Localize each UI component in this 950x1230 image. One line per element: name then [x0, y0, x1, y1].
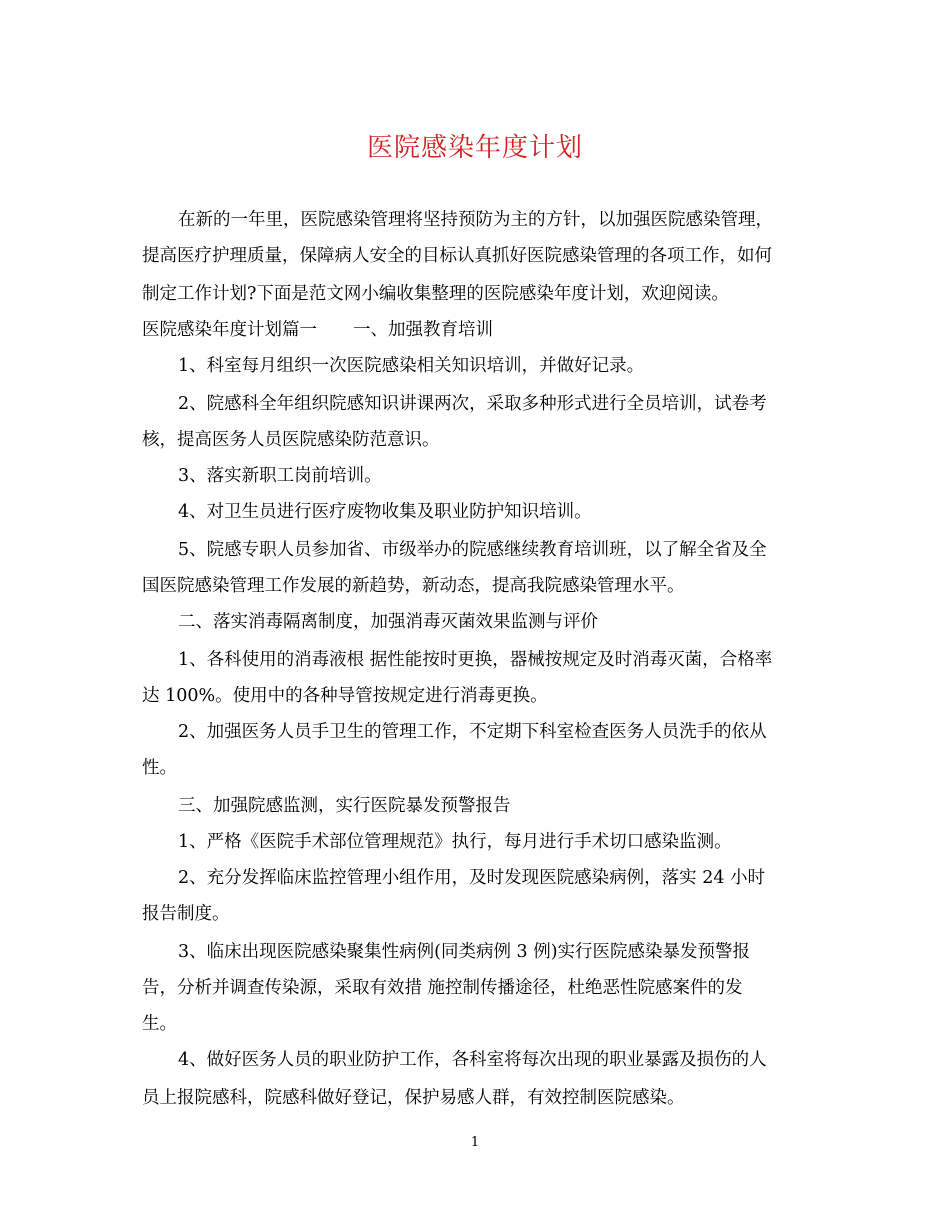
intro-line: 提高医疗护理质量，保障病人安全的目标认真抓好医院感染管理的各项工作，如何 [142, 246, 772, 266]
list-item: 4、对卫生员进行医疗废物收集及职业防护知识培训。 [178, 502, 592, 522]
list-item: 性。 [142, 758, 177, 778]
list-item: 达 100%。使用中的各种导管按规定进行消毒更换。 [142, 686, 548, 706]
list-item: 员上报院感科，院感科做好登记，保护易感人群，有效控制医院感染。 [142, 1088, 685, 1108]
list-item: 告，分析并调查传染源，采取有效措 施控制传播途径，杜绝恶性院感案件的发 [142, 978, 743, 998]
list-item: 核，提高医务人员医院感染防范意识。 [142, 430, 440, 450]
intro-line: 制定工作计划?下面是范文网小编收集整理的医院感染年度计划，欢迎阅读。 [142, 284, 729, 304]
list-item: 4、做好医务人员的职业防护工作，各科室将每次出现的职业暴露及损伤的人 [178, 1050, 767, 1070]
list-item: 2、院感科全年组织院感知识讲课两次，采取多种形式进行全员培训，试卷考 [178, 394, 767, 414]
list-item: 国医院感染管理工作发展的新趋势，新动态，提高我院感染管理水平。 [142, 576, 685, 596]
section-header-line [142, 318, 493, 342]
list-item: 3、落实新职工岗前培训。 [178, 466, 382, 486]
list-item: 报告制度。 [142, 904, 230, 924]
list-item: 1、科室每月组织一次医院感染相关知识培训，并做好记录。 [178, 356, 645, 376]
list-item: 1、严格《医院手术部位管理规范》执行，每月进行手术切口感染监测。 [178, 832, 732, 852]
document-title: 医院感染年度计划 [366, 133, 583, 163]
section-heading: 二、落实消毒隔离制度，加强消毒灭菌效果监测与评价 [178, 612, 598, 632]
list-item: 2、加强医务人员手卫生的管理工作，不定期下科室检查医务人员洗手的依从 [178, 722, 767, 742]
list-item: 2、充分发挥临床监控管理小组作用，及时发现医院感染病例，落实 24 小时 [178, 868, 766, 888]
list-item: 生。 [142, 1014, 177, 1034]
section-heading: 三、加强院感监测，实行医院暴发预警报告 [178, 796, 511, 816]
list-item: 1、各科使用的消毒液根 据性能按时更换，器械按规定及时消毒灭菌，合格率 [178, 650, 773, 670]
list-item: 5、院感专职人员参加省、市级举办的院感继续教育培训班，以了解全省及全 [178, 540, 767, 560]
section-label: 医院感染年度计划篇一 [142, 320, 317, 340]
section-heading: 一、加强教育培训 [353, 320, 493, 340]
intro-line: 在新的一年里，医院感染管理将坚持预防为主的方针，以加强医院感染管理， [178, 210, 773, 230]
page-number: 1 [470, 1135, 480, 1150]
list-item: 3、临床出现医院感染聚集性病例(同类病例 3 例)实行医院感染暴发预警报 [178, 942, 751, 962]
